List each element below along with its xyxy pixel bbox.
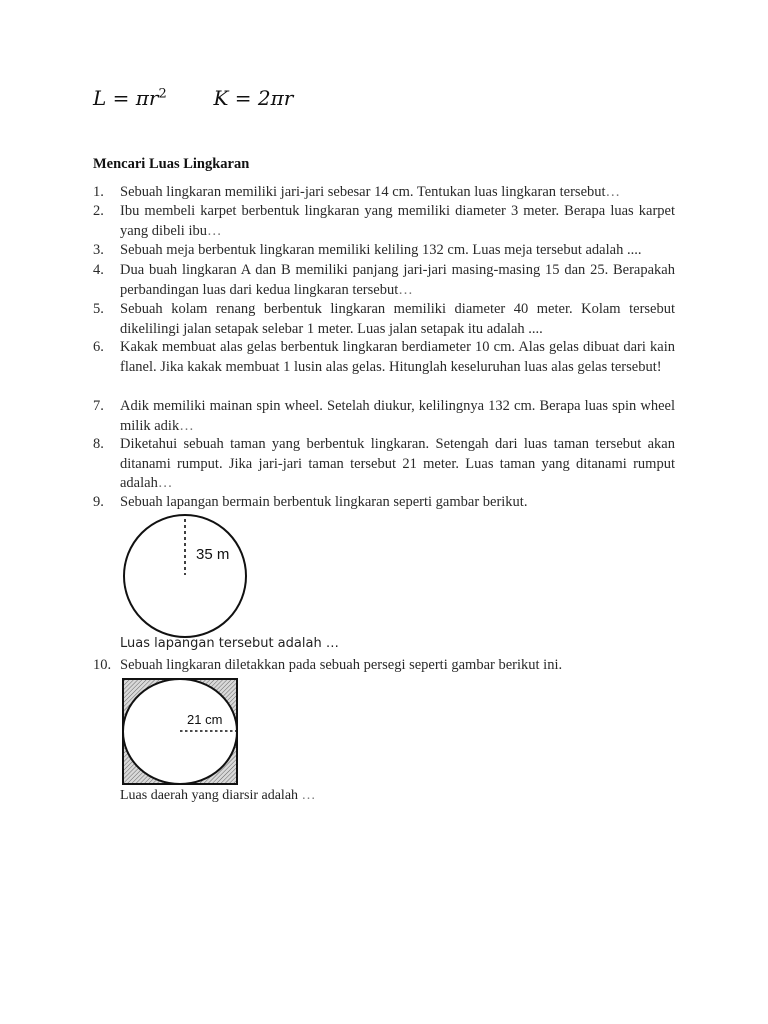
question-number: 3. bbox=[93, 242, 104, 258]
question-text: Adik memiliki mainan spin wheel. Setelah diukur, kelilingnya 132 cm. Berapa luas spin wheel milik adik bbox=[120, 398, 675, 434]
question-number: 7. bbox=[93, 398, 104, 414]
question-1 bbox=[93, 183, 675, 203]
question-text: Dua buah lingkaran A dan B memiliki panjang jari-jari masing-masing 15 dan 25. Berapakah perbandingan luas dari kedua lingkaran tersebut bbox=[120, 262, 675, 298]
question-ellipsis: … bbox=[157, 475, 173, 491]
radius-label: 21 cm bbox=[187, 712, 223, 727]
question-10 bbox=[93, 656, 675, 676]
question-number: 10. bbox=[93, 657, 112, 673]
question-text: Kakak membuat alas gelas berbentuk lingkaran berdiameter 10 cm. Alas gelas dibuat dari kain flanel. Jika kakak membuat 1 lusin alas gelas. Hitunglah keseluruhan luas alas gelas tersebut! bbox=[120, 339, 675, 375]
question-ellipsis: … bbox=[398, 281, 413, 298]
question-text: Sebuah lapangan bermain berbentuk lingkaran seperti gambar berikut. bbox=[120, 494, 528, 510]
question-5 bbox=[93, 300, 675, 339]
question-8 bbox=[93, 435, 675, 494]
circumference-formula: K = 2πr bbox=[213, 86, 294, 110]
question-text: Sebuah kolam renang berbentuk lingkaran memiliki diameter 40 meter. Kolam tersebut dikelilingi jalan setapak selebar 1 meter. Luas jalan setapak itu adalah .... bbox=[120, 301, 675, 337]
question-2 bbox=[93, 202, 675, 241]
question-text: Sebuah lingkaran diletakkan pada sebuah persegi seperti gambar berikut ini. bbox=[120, 657, 563, 673]
question-text: Sebuah meja berbentuk lingkaran memiliki keliling 132 cm. Luas meja tersebut adalah .... bbox=[120, 242, 642, 258]
question-number: 8. bbox=[93, 436, 104, 452]
question-4 bbox=[93, 261, 675, 300]
figure-10-square-circle-diagram bbox=[120, 676, 240, 786]
figure-9-caption: Luas lapangan tersebut adalah … bbox=[120, 636, 339, 651]
question-ellipsis: … bbox=[179, 417, 194, 434]
question-7 bbox=[93, 397, 675, 436]
question-9 bbox=[93, 493, 675, 513]
question-number: 9. bbox=[93, 494, 104, 510]
figure-9-circle-diagram bbox=[118, 512, 254, 640]
question-number: 2. bbox=[93, 203, 104, 219]
question-number: 1. bbox=[93, 184, 104, 200]
question-6 bbox=[93, 338, 675, 377]
question-number: 4. bbox=[93, 262, 104, 278]
question-text: Ibu membeli karpet berbentuk lingkaran yang memiliki diameter 3 meter. Berapa luas karpet yang dibeli ibu bbox=[120, 203, 675, 239]
question-number: 6. bbox=[93, 339, 104, 355]
area-formula: L = πr bbox=[93, 86, 159, 110]
section-title: Mencari Luas Lingkaran bbox=[93, 156, 250, 172]
figure-10-caption bbox=[120, 788, 316, 804]
question-3 bbox=[93, 241, 675, 261]
formula-line bbox=[93, 86, 293, 110]
figure-10-caption-text: Luas daerah yang diarsir adalah bbox=[120, 788, 302, 803]
question-ellipsis: … bbox=[207, 222, 222, 239]
figure-10-caption-ellipsis: … bbox=[301, 788, 316, 803]
area-formula-exponent: 2 bbox=[158, 86, 167, 102]
radius-label: 35 m bbox=[196, 546, 230, 563]
question-text: Sebuah lingkaran memiliki jari-jari sebesar 14 cm. Tentukan luas lingkaran tersebut bbox=[120, 184, 606, 200]
question-text: Diketahui sebuah taman yang berbentuk lingkaran. Setengah dari luas taman tersebut akan ditanami rumput. Jika jari-jari taman tersebut 21 meter. Luas taman yang ditanami rumput adalah bbox=[120, 436, 675, 491]
question-ellipsis: … bbox=[605, 184, 621, 200]
question-number: 5. bbox=[93, 301, 104, 317]
